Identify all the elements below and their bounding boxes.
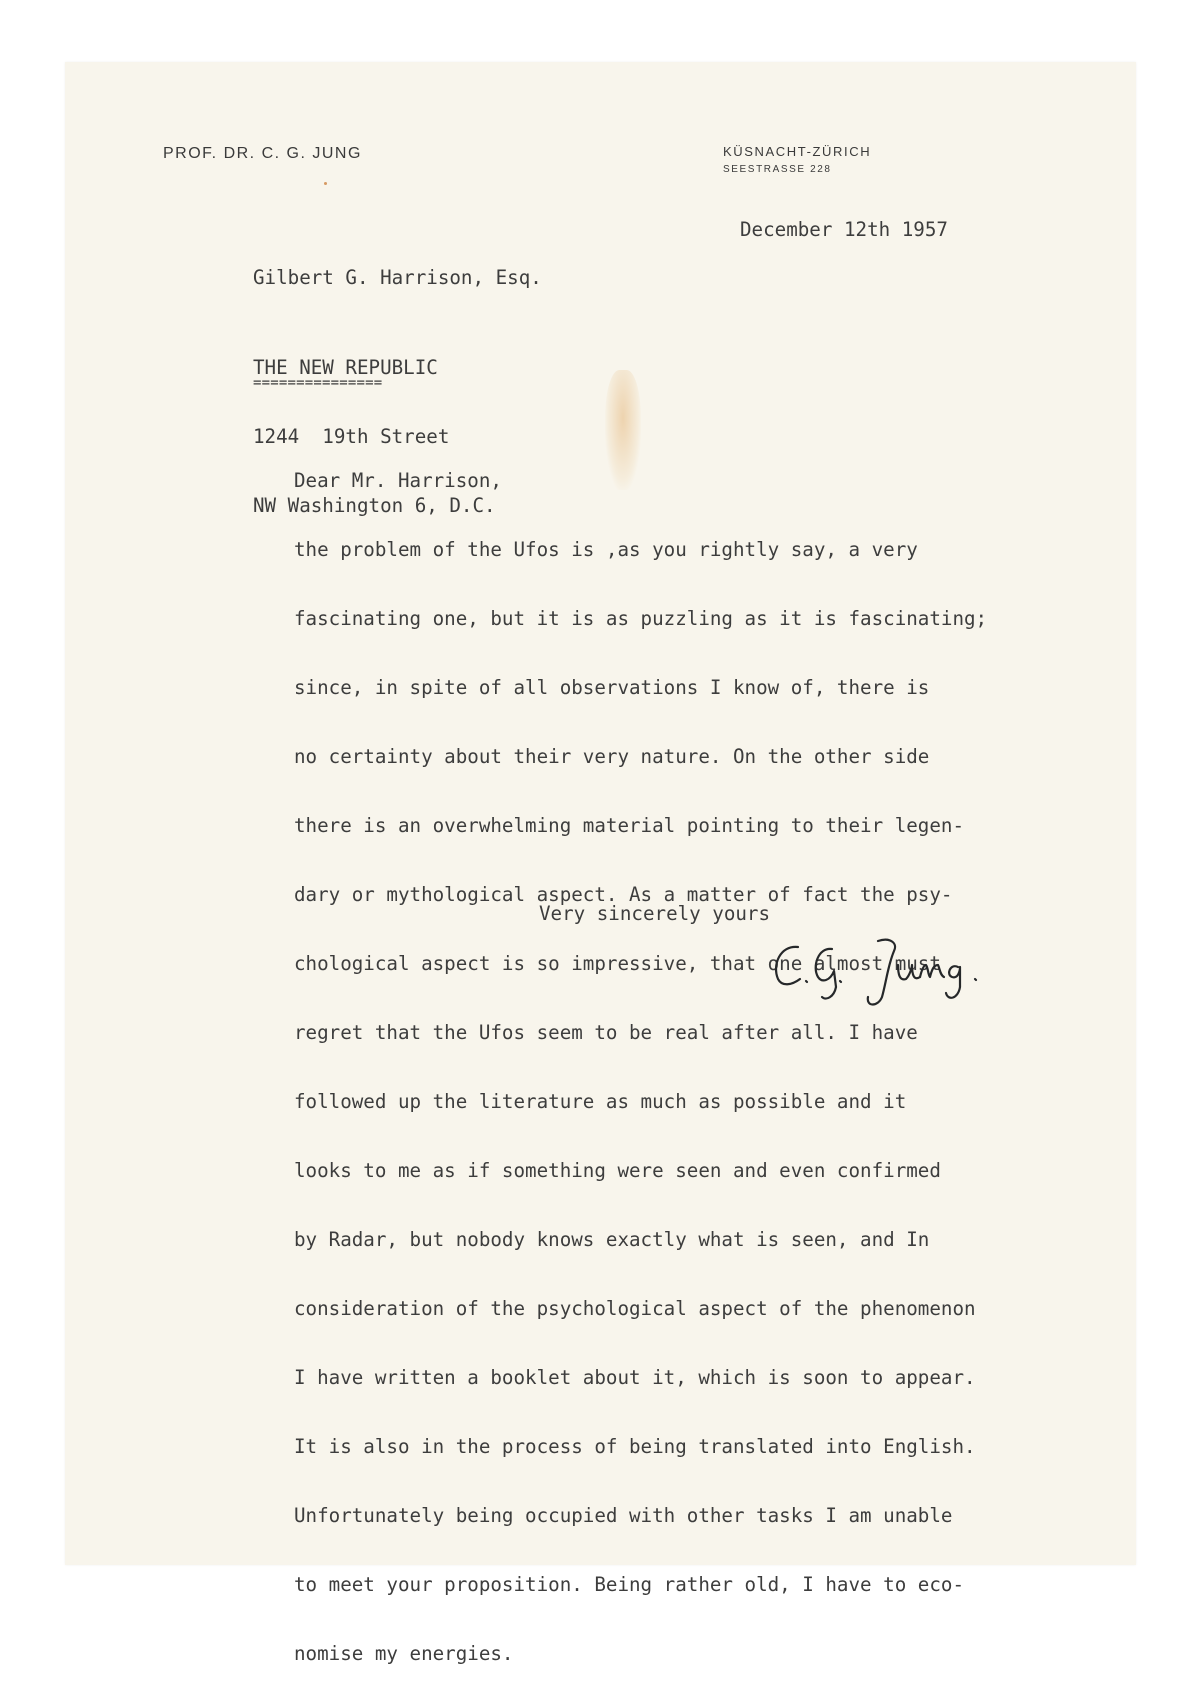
body-line: fascinating one, but it is as puzzling as it is fascinating;: [294, 607, 988, 630]
body-line: to meet your proposition. Being rather old, I have to eco-: [294, 1573, 965, 1596]
body-line: there is an overwhelming material pointing to their legen-: [294, 814, 965, 837]
body-line: looks to me as if something were seen and even confirmed: [294, 1159, 941, 1182]
closing: Very sincerely yours: [539, 902, 771, 925]
body-line: by Radar, but nobody knows exactly what is seen, and In: [294, 1228, 930, 1251]
salutation: Dear Mr. Harrison,: [294, 469, 502, 492]
body-line: since, in spite of all observations I know of, there is: [294, 676, 930, 699]
address-line: NW Washington 6, D.C.: [253, 494, 496, 517]
body-line: the problem of the Ufos is ,as you rightly say, a very: [294, 538, 918, 561]
body-line: chological aspect is so impressive, that one almost must: [294, 952, 941, 975]
body-line: dary or mythological aspect. As a matter of fact the psy-: [294, 883, 953, 906]
body-line: Unfortunately being occupied with other tasks I am unable: [294, 1504, 953, 1527]
letterhead-name: PROF. DR. C. G. JUNG: [163, 145, 362, 162]
body-line: consideration of the psychological aspect of the phenomenon: [294, 1297, 976, 1320]
addressee: Gilbert G. Harrison, Esq.: [253, 266, 542, 289]
body-line: It is also in the process of being translated into English.: [294, 1435, 976, 1458]
water-stain: [605, 370, 641, 490]
letterhead-address: [723, 144, 871, 175]
address-line: 1244 19th Street: [253, 425, 450, 448]
ink-spot: [324, 182, 327, 185]
letterhead-street: SEESTRASSE 228: [723, 164, 832, 175]
body-line: regret that the Ufos seem to be real after all. I have: [294, 1021, 918, 1044]
address-line: THE NEW REPUBLIC: [253, 356, 438, 379]
handwritten-signature: [770, 935, 1010, 1010]
body-line: I have written a booklet about it, which is soon to appear.: [294, 1366, 976, 1389]
body-line: followed up the literature as much as possible and it: [294, 1090, 907, 1113]
body-line: nomise my energies.: [294, 1642, 514, 1665]
letter-body: [294, 492, 987, 1688]
letter-date: December 12th 1957: [740, 218, 948, 241]
letterhead-city: KÜSNACHT-ZÜRICH: [723, 144, 872, 159]
address-underline: ===============: [253, 375, 383, 391]
body-line: no certainty about their very nature. On the other side: [294, 745, 930, 768]
